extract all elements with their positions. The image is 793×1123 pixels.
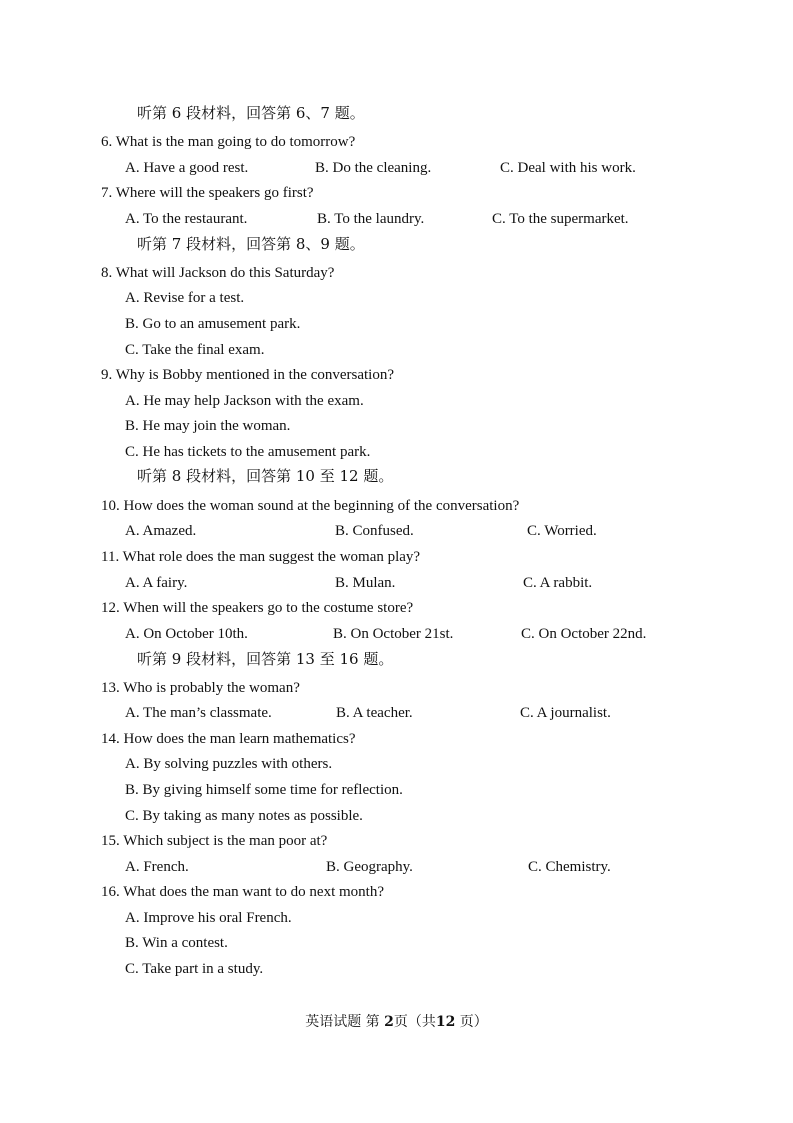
question-15-option-a: A. French. xyxy=(125,859,189,875)
section-6-instruction: 听第 6 段材料，回答第 6、7 题。 xyxy=(137,104,365,122)
footer-prefix: 英语试题 第 xyxy=(305,1014,380,1030)
question-16-option-b: B. Win a contest. xyxy=(125,935,228,951)
question-12-option-b: B. On October 21st. xyxy=(333,626,454,642)
footer-total-pages: 12 xyxy=(435,1014,456,1030)
question-13-option-a: A. The man’s classmate. xyxy=(125,705,272,721)
question-16-option-a: A. Improve his oral French. xyxy=(125,910,292,926)
question-8: 8. What will Jackson do this Saturday? xyxy=(101,265,335,281)
question-14-option-c: C. By taking as many notes as possible. xyxy=(125,808,363,824)
question-7-option-b: B. To the laundry. xyxy=(317,211,425,227)
footer-page-number: 2 xyxy=(384,1014,394,1030)
question-15: 15. Which subject is the man poor at? xyxy=(101,833,328,849)
footer-suffix: 页） xyxy=(459,1014,488,1030)
question-11-option-c: C. A rabbit. xyxy=(523,575,593,591)
question-9: 9. Why is Bobby mentioned in the conversation? xyxy=(101,367,395,383)
question-9-option-c: C. He has tickets to the amusement park. xyxy=(125,444,371,460)
question-16-option-c: C. Take part in a study. xyxy=(125,961,264,977)
question-7-option-c: C. To the supermarket. xyxy=(492,211,629,227)
question-11: 11. What role does the man suggest the woman play? xyxy=(101,549,421,565)
question-11-option-b: B. Mulan. xyxy=(335,575,396,591)
question-10-option-c: C. Worried. xyxy=(527,523,597,539)
question-14-option-a: A. By solving puzzles with others. xyxy=(125,756,333,772)
question-14: 14. How does the man learn mathematics? xyxy=(101,731,356,747)
question-16: 16. What does the man want to do next month? xyxy=(101,884,385,900)
question-10: 10. How does the woman sound at the beginning of the conversation? xyxy=(101,498,520,514)
question-8-option-b: B. Go to an amusement park. xyxy=(125,316,301,332)
question-12-option-c: C. On October 22nd. xyxy=(521,626,647,642)
question-6-option-a: A. Have a good rest. xyxy=(125,160,249,176)
footer-mid: 页（共 xyxy=(393,1014,436,1030)
question-15-option-c: C. Chemistry. xyxy=(528,859,611,875)
question-7-option-a: A. To the restaurant. xyxy=(125,211,248,227)
question-12: 12. When will the speakers go to the costume store? xyxy=(101,600,414,616)
question-14-option-b: B. By giving himself some time for reflection. xyxy=(125,782,403,798)
question-6-option-c: C. Deal with his work. xyxy=(500,160,636,176)
section-8-instruction: 听第 8 段材料，回答第 10 至 12 题。 xyxy=(137,467,394,485)
question-13-option-b: B. A teacher. xyxy=(336,705,413,721)
question-6-option-b: B. Do the cleaning. xyxy=(315,160,432,176)
question-8-option-c: C. Take the final exam. xyxy=(125,342,265,358)
question-9-option-a: A. He may help Jackson with the exam. xyxy=(125,393,364,409)
question-11-option-a: A. A fairy. xyxy=(125,575,188,591)
question-10-option-a: A. Amazed. xyxy=(125,523,197,539)
question-15-option-b: B. Geography. xyxy=(326,859,413,875)
question-13: 13. Who is probably the woman? xyxy=(101,680,300,696)
section-9-instruction: 听第 9 段材料，回答第 13 至 16 题。 xyxy=(137,650,394,668)
question-7: 7. Where will the speakers go first? xyxy=(101,185,314,201)
question-9-option-b: B. He may join the woman. xyxy=(125,418,291,434)
question-12-option-a: A. On October 10th. xyxy=(125,626,248,642)
question-13-option-c: C. A journalist. xyxy=(520,705,611,721)
page-footer xyxy=(0,1011,793,1031)
section-7-instruction: 听第 7 段材料，回答第 8、9 题。 xyxy=(137,235,365,253)
question-8-option-a: A. Revise for a test. xyxy=(125,290,245,306)
question-10-option-b: B. Confused. xyxy=(335,523,414,539)
question-6: 6. What is the man going to do tomorrow? xyxy=(101,134,356,150)
